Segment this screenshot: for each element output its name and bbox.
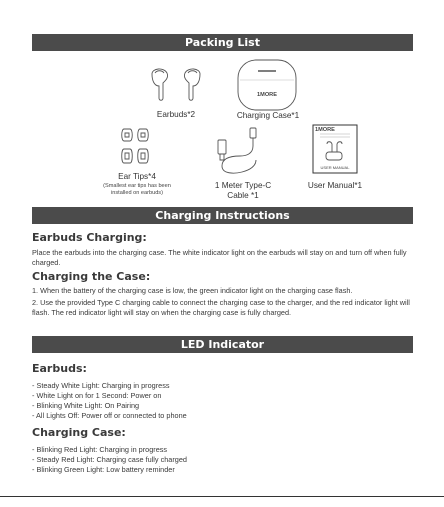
led-earbuds-line: - Steady White Light: Charging in progress xyxy=(32,381,170,390)
case-charging-heading: Charging the Case: xyxy=(32,270,151,283)
ear-tips-caption: Ear Tips*4 xyxy=(118,172,156,181)
charging-instructions-header: Charging Instructions xyxy=(32,207,413,224)
case-charging-text-1: 1. When the battery of the charging case is low, the green indicator light on the charging case flash. xyxy=(32,286,353,295)
cable-caption-2: Cable *1 xyxy=(227,191,259,200)
led-case-line: - Steady Red Light: Charging case fully charged xyxy=(32,455,187,464)
cable-icon xyxy=(216,126,262,178)
led-earbuds-line: - White Light on for 1 Second: Power on xyxy=(32,391,162,400)
manual-logo: 1MORE xyxy=(315,127,335,133)
earbuds-caption: Earbuds*2 xyxy=(156,110,196,119)
charging-case-caption: Charging Case*1 xyxy=(236,111,300,120)
led-earbuds-heading: Earbuds: xyxy=(32,362,87,375)
bottom-divider xyxy=(0,496,444,497)
ear-tips-icon xyxy=(120,127,154,167)
manual-cover-text: USER MANUAL xyxy=(320,165,350,170)
ear-tips-note-2: installed on earbuds) xyxy=(111,190,163,196)
earbuds-charging-heading: Earbuds Charging: xyxy=(32,231,147,244)
ear-tips-note-1: (Smallest ear tips has been xyxy=(103,183,171,189)
earbuds-icon xyxy=(146,66,206,106)
led-case-line: - Blinking Green Light: Low battery reminder xyxy=(32,465,175,474)
case-charging-text-2: 2. Use the provided Type C charging cable to connect the charging case to the charger, and the red indicator light will flash. The red indicator light will stay on when the charging case is fully charged. xyxy=(32,298,410,317)
led-case-heading: Charging Case: xyxy=(32,426,126,439)
led-earbuds-line: - Blinking White Light: On Pairing xyxy=(32,401,140,410)
led-earbuds-line: - All Lights Off: Power off or connected to phone xyxy=(32,411,187,420)
charging-case-icon xyxy=(236,58,298,112)
earbuds-charging-text: Place the earbuds into the charging case. The white indicator light on the earbuds will stay on and turn off when fully charged. xyxy=(32,248,407,267)
led-case-line: - Blinking Red Light: Charging in progress xyxy=(32,445,168,454)
led-indicator-header: LED Indicator xyxy=(32,336,413,353)
case-logo: 1MORE xyxy=(257,92,277,98)
packing-list-header: Packing List xyxy=(32,34,413,51)
user-manual-caption: User Manual*1 xyxy=(307,181,363,190)
cable-caption-1: 1 Meter Type-C xyxy=(214,181,272,190)
